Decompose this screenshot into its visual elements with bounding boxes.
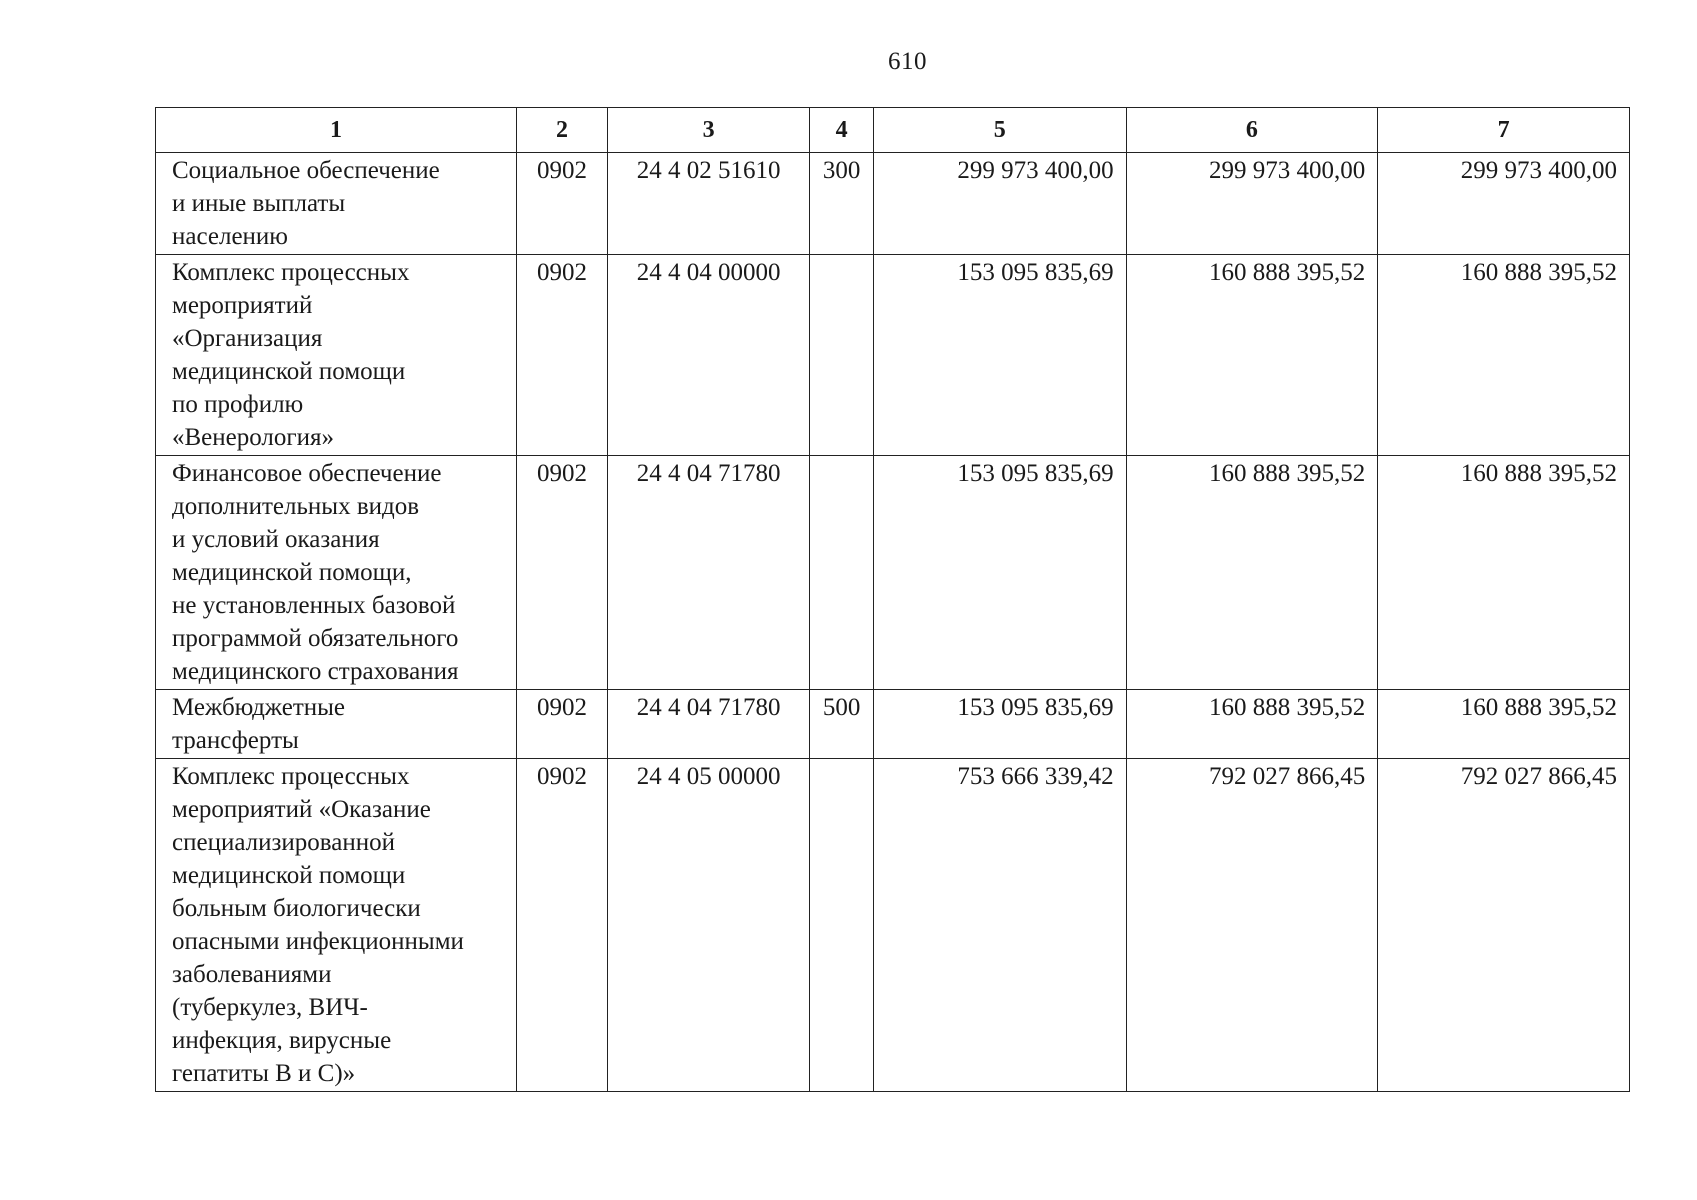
row-name-line: дополнительных видов [172,493,420,520]
page-number: 610 [888,48,927,75]
row-name-line: Финансовое обеспечение [172,460,442,487]
row-name-line: опасными инфекционными [172,928,464,955]
column-header-2: 2 [517,108,608,153]
row-name-line: инфекция, вирусные [172,1027,392,1054]
column-header-6: 6 [1126,108,1378,153]
table-row [156,153,1630,255]
row-name-line: медицинской помощи [172,862,406,889]
value-5-cell: 153 095 835,69 [873,255,1126,456]
type-cell [810,456,873,690]
row-name-cell [156,153,517,255]
row-name-line: больным биологически [172,895,421,922]
table-row [156,690,1630,759]
column-header-7: 7 [1378,108,1630,153]
row-name-cell [156,759,517,1092]
value-5-cell: 153 095 835,69 [873,690,1126,759]
column-header-4: 4 [810,108,873,153]
value-6-cell: 160 888 395,52 [1126,456,1378,690]
column-header-3: 3 [607,108,809,153]
row-name-line: Комплекс процессных [172,763,410,790]
row-name-line: «Венерология» [172,424,335,451]
value-7-cell: 299 973 400,00 [1378,153,1630,255]
row-name-line: заболеваниями [172,961,332,988]
column-header-5: 5 [873,108,1126,153]
row-name-line: мероприятий «Оказание [172,796,431,823]
row-name-line: «Организация [172,325,323,352]
value-6-cell: 160 888 395,52 [1126,690,1378,759]
value-6-cell: 160 888 395,52 [1126,255,1378,456]
row-name-line: специализированной [172,829,395,856]
row-name-line: медицинской помощи [172,358,406,385]
value-6-cell: 299 973 400,00 [1126,153,1378,255]
row-name-line: (туберкулез, ВИЧ- [172,994,368,1021]
row-name-line: медицинского страхования [172,658,459,685]
value-7-cell: 160 888 395,52 [1378,456,1630,690]
value-7-cell: 160 888 395,52 [1378,690,1630,759]
table-row [156,255,1630,456]
row-name-line: мероприятий [172,292,313,319]
table-row [156,456,1630,690]
table-row [156,759,1630,1092]
row-name-line: и условий оказания [172,526,380,553]
value-5-cell: 153 095 835,69 [873,456,1126,690]
row-name-line: трансферты [172,727,299,754]
code-cell: 24 4 04 71780 [607,690,809,759]
type-cell: 300 [810,153,873,255]
row-name-line: программой обязательного [172,625,459,652]
row-name-cell [156,255,517,456]
row-name-line: Комплекс процессных [172,259,410,286]
value-5-cell: 753 666 339,42 [873,759,1126,1092]
budget-table [155,107,1630,1092]
value-5-cell: 299 973 400,00 [873,153,1126,255]
section-cell: 0902 [517,255,608,456]
code-cell: 24 4 04 71780 [607,456,809,690]
row-name-cell [156,456,517,690]
type-cell [810,759,873,1092]
row-name-line: населению [172,223,288,250]
row-name-line: гепатиты В и С)» [172,1060,356,1087]
type-cell [810,255,873,456]
row-name-line: не установленных базовой [172,592,456,619]
row-name-line: Межбюджетные [172,694,346,721]
table-header-row [156,108,1630,153]
row-name-line: медицинской помощи, [172,559,412,586]
code-cell: 24 4 05 00000 [607,759,809,1092]
section-cell: 0902 [517,153,608,255]
row-name-line: и иные выплаты [172,190,346,217]
row-name-line: по профилю [172,391,304,418]
section-cell: 0902 [517,759,608,1092]
row-name-line: Социальное обеспечение [172,157,440,184]
code-cell: 24 4 02 51610 [607,153,809,255]
column-header-1: 1 [156,108,517,153]
section-cell: 0902 [517,690,608,759]
section-cell: 0902 [517,456,608,690]
type-cell: 500 [810,690,873,759]
value-6-cell: 792 027 866,45 [1126,759,1378,1092]
value-7-cell: 160 888 395,52 [1378,255,1630,456]
value-7-cell: 792 027 866,45 [1378,759,1630,1092]
row-name-cell [156,690,517,759]
code-cell: 24 4 04 00000 [607,255,809,456]
